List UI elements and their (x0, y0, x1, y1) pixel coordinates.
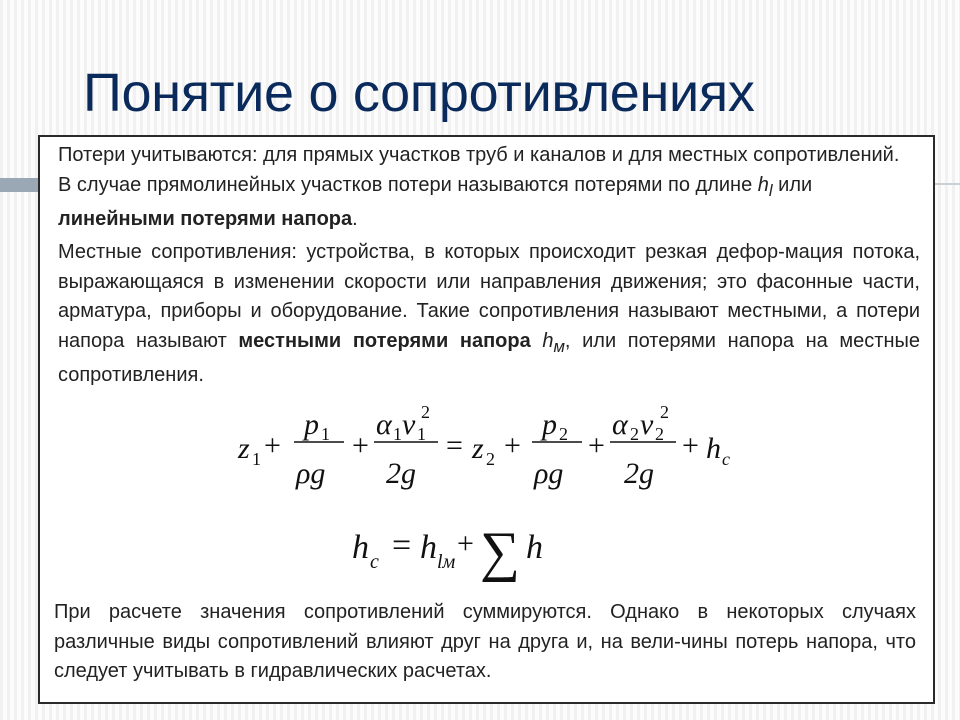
svg-text:c: c (722, 449, 730, 469)
svg-text:2g: 2g (386, 457, 416, 490)
svg-text:lм: lм (437, 551, 456, 573)
svg-text:c: c (370, 551, 379, 573)
svg-text:h: h (420, 529, 437, 566)
svg-text:z: z (238, 432, 250, 465)
svg-text:v: v (640, 408, 654, 441)
symbol-h-m: $h_м$ (542, 329, 565, 356)
accent-bar (0, 178, 40, 192)
total-losses-equation (352, 521, 543, 583)
p1-text-a: Потери учитываются: для прямых участков труб и каналов и для местных сопротивлений. В случае прямолинейных участков потери называются потерями по длине (58, 144, 900, 196)
svg-text:h: h (352, 529, 369, 566)
svg-text:+: + (682, 429, 699, 462)
svg-text:2: 2 (486, 449, 495, 469)
svg-text:2: 2 (559, 424, 568, 444)
svg-text:+: + (588, 429, 605, 462)
svg-text:+: + (457, 527, 474, 560)
svg-text:=: = (446, 429, 463, 462)
svg-text:z: z (472, 432, 484, 465)
symbol-h-l: $h_l$ (757, 173, 773, 200)
svg-text:h: h (526, 529, 543, 566)
p1-text-c: . (352, 208, 358, 230)
svg-text:2: 2 (655, 424, 664, 444)
svg-text:α: α (376, 408, 392, 441)
svg-text:+: + (504, 429, 521, 462)
p2-text-b: , или потерями напора на местные сопротивления. (58, 329, 920, 386)
svg-text:1: 1 (321, 424, 330, 444)
term-local-losses: местными потерями напора (238, 329, 531, 352)
svg-text:+: + (264, 429, 281, 462)
svg-text:ρg: ρg (534, 457, 564, 490)
svg-text:1: 1 (417, 424, 426, 444)
svg-text:v: v (402, 408, 416, 441)
svg-text:+: + (352, 429, 369, 462)
svg-text:1: 1 (252, 449, 261, 469)
svg-text:2g: 2g (624, 457, 654, 490)
p2-text-a: Местные сопротивления: устройства, в которых происходит резкая дефор-мация потока, выражающаяся в изменении скорости или направления движения; это фасонные части, арматура, приборы и оборудование. Такие сопротивления называют местными, а потери напора называют (58, 241, 920, 352)
svg-text:2: 2 (421, 402, 430, 422)
bernoulli-equation (237, 402, 730, 490)
content-frame (38, 135, 935, 704)
slide-title: Понятие о сопротивлениях (83, 63, 755, 123)
svg-text:2: 2 (660, 402, 669, 422)
svg-text:∑: ∑ (480, 521, 520, 583)
p1-text-b: или (772, 173, 813, 196)
paragraph-summation: При расчете значения сопротивлений суммируются. Однако в некоторых случаях различные виды сопротивлений влияют друг на друга и, на вели-чины потерь напора, что следует учитывать в гидравлических расчетах. (54, 601, 916, 682)
svg-text:h: h (706, 432, 721, 465)
svg-text:ρg: ρg (296, 457, 326, 490)
svg-text:2: 2 (630, 424, 639, 444)
svg-text:α: α (612, 408, 628, 441)
svg-text:=: = (392, 527, 412, 564)
svg-text:1: 1 (393, 424, 402, 444)
svg-text:p: p (304, 408, 319, 441)
term-linear-losses: линейными потерями напора (58, 208, 353, 230)
svg-text:p: p (542, 408, 557, 441)
